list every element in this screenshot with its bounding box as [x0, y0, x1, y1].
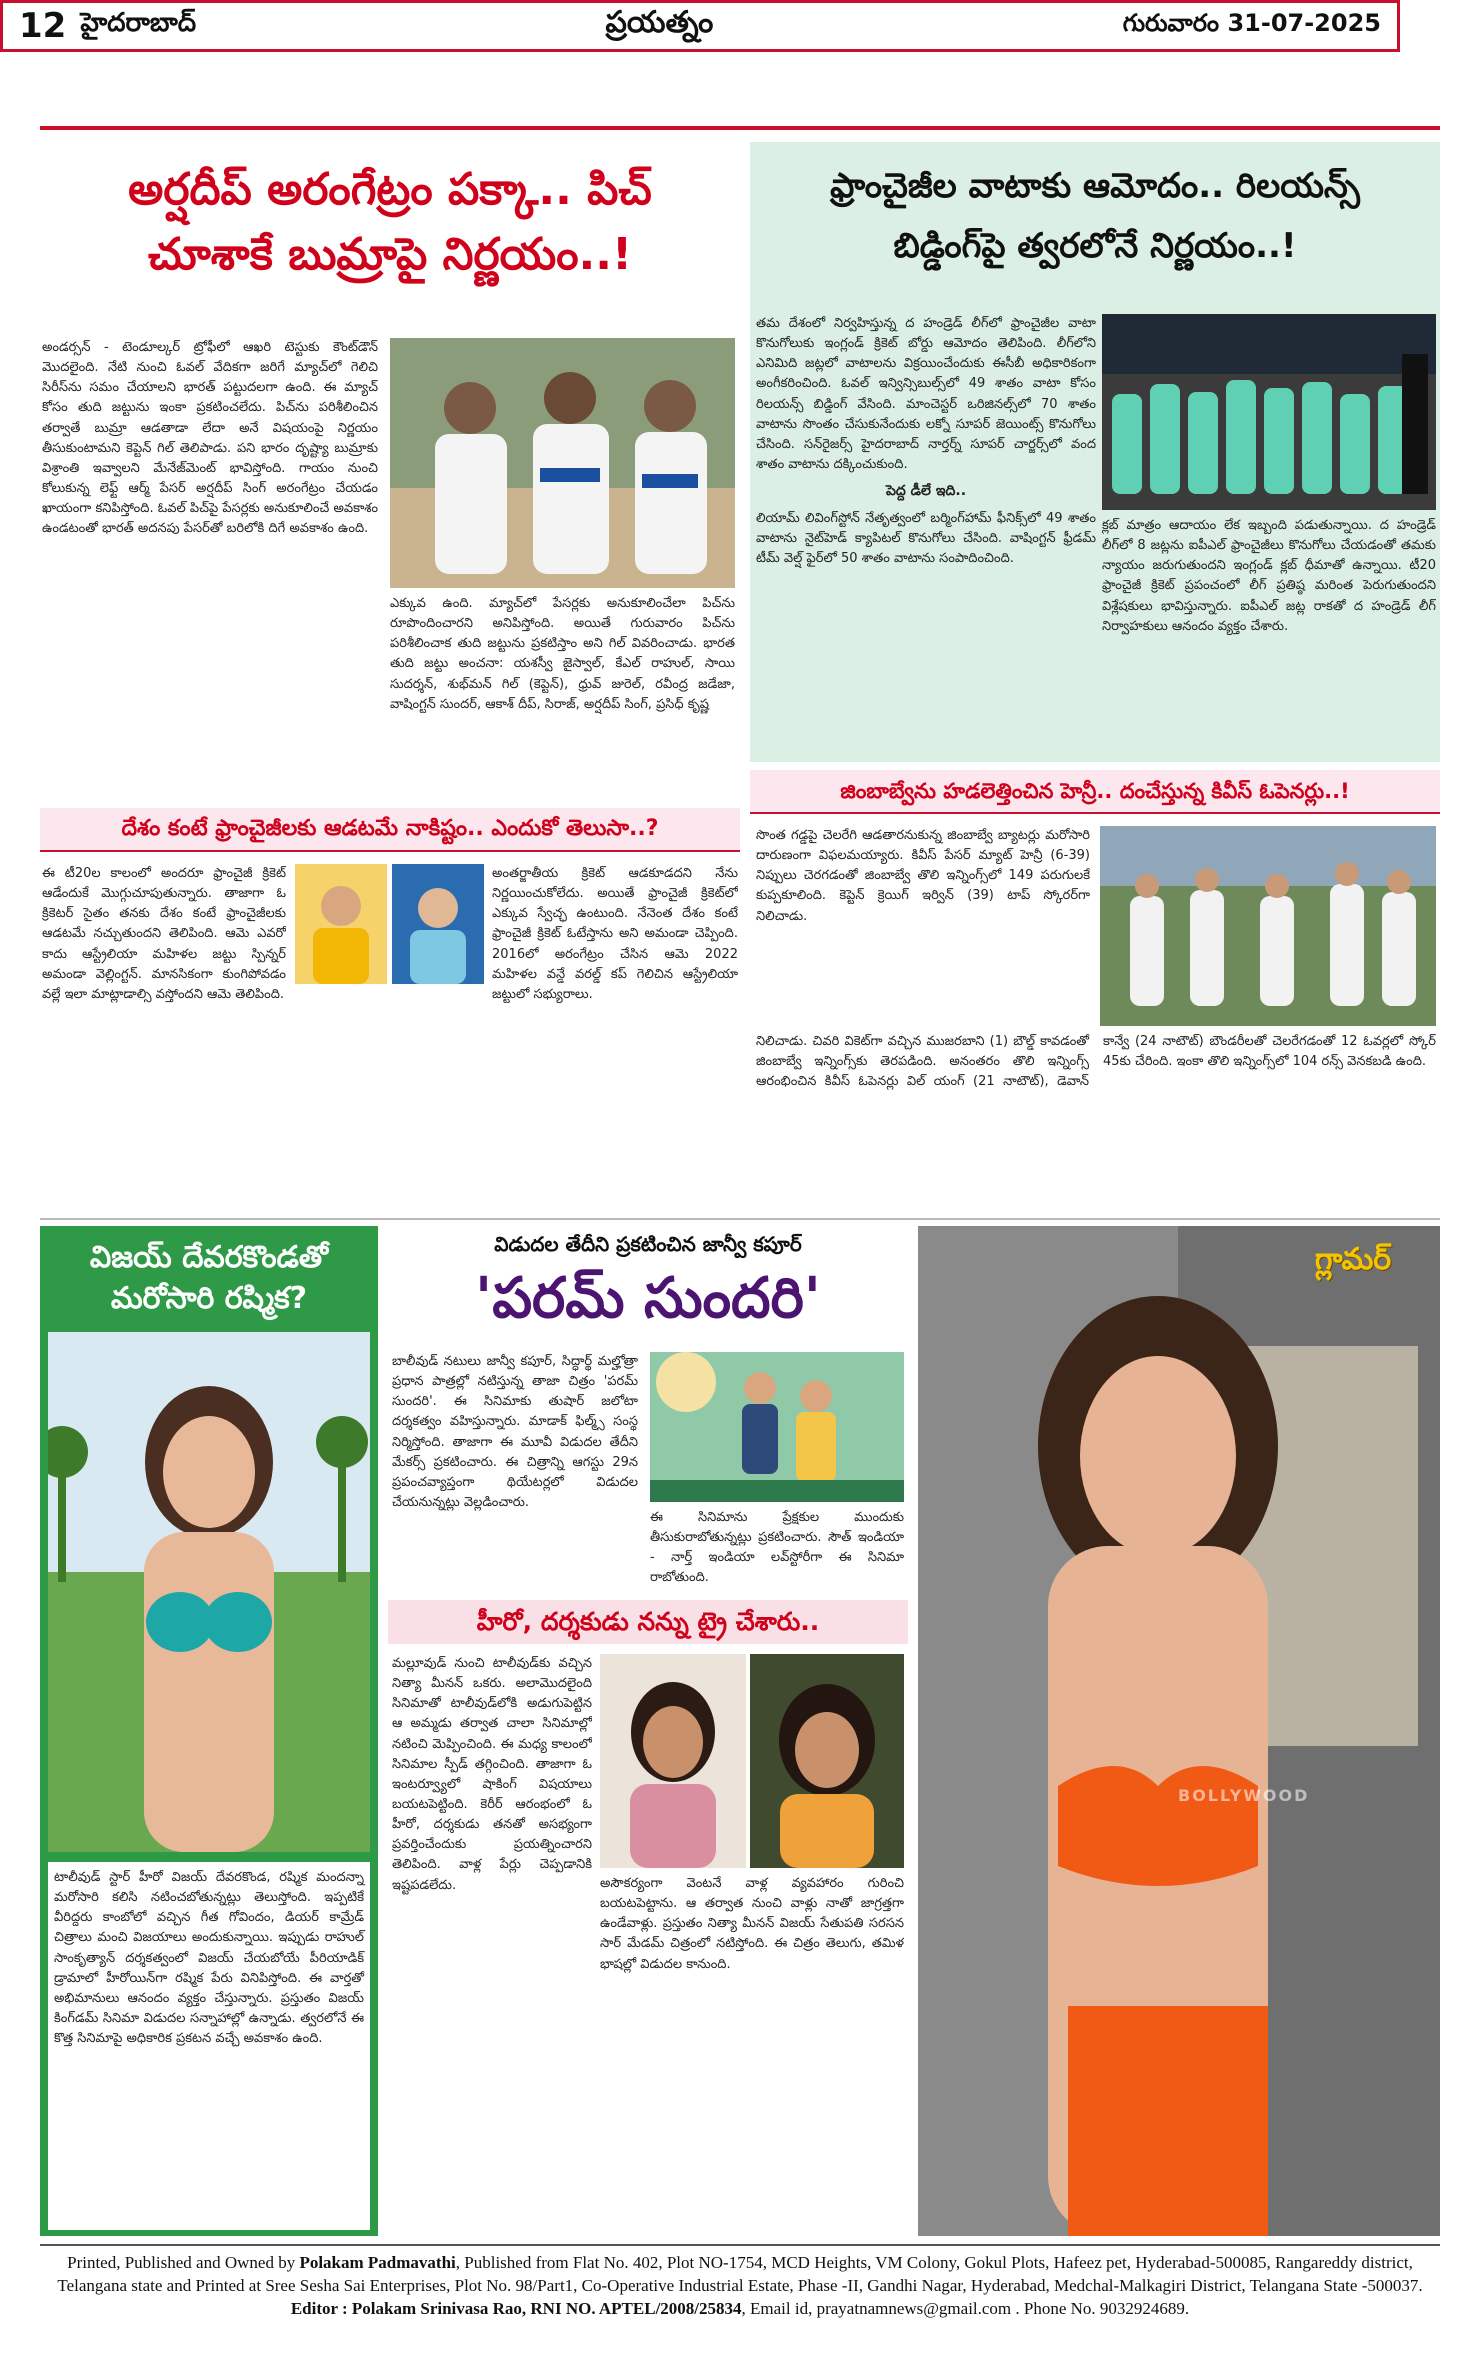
- headline-line-2: బిడ్డింగ్‌పై త్వరలోనే నిర్ణయం..!: [893, 226, 1297, 267]
- city-name: హైదరాబాద్: [80, 8, 197, 38]
- nithya-photo-2: [750, 1654, 904, 1868]
- article-franchise-headline: దేశం కంటే ఫ్రాంచైజీలకు ఆడటమే నాకిష్టం.. ఎందుకో తెలుసా..?: [121, 816, 659, 841]
- rashmika-photo: [48, 1332, 370, 1852]
- article-vijay-body: టాలీవుడ్ స్టార్ హీరో విజయ్ దేవరకొండ, రష్మిక మందన్నా మరోసారి కలిసి నటించబోతున్నట్లు తెలుస్తోంది. ఇప్పటికే వీరిద్దరు కాంబోలో వచ్చిన గీత గోవిందం, డియర్ కామ్రేడ్ చిత్రాలు మంచి విజయాలు అందుకున్నాయి. ఇప్పుడు రాహుల్ సాంకృత్యాన్ దర్శకత్వంలో విజయ్ చేయబోయే పీరియాడిక్ డ్రామాలో హీరోయిన్‌గా రష్మిక పేరు వినిపిస్తోంది. ఈ వార్తతో అభిమానులు ఆనందం వ్యక్తం చేస్తున్నారు. ప్రస్తుతం విజయ్ కింగ్‌డమ్ సినిమా విడుదల సన్నాహాల్లో ఉన్నాడు. త్వరలోనే ఈ కొత్త సినిమాపై అధికారిక ప్రకటన వచ్చే అవకాశం ఉంది.: [48, 1862, 370, 2230]
- article-henry-body-right: నిలిచాడు. చివరి వికెట్‌గా వచ్చిన ముజరబాని (1) బౌల్డ్ కావడంతో జింబాబ్వే ఇన్నింగ్స్‌కు తెరపడింది. అనంతరం తొలి ఇన్నింగ్స్ ఆరంభించిన కివీస్ ఓపెనర్లు విల్ యంగ్ (21 నాటౌట్), డెవాన్ కాన్వే (24 నాటౌట్) బౌండరీలతో చెలరేగడంతో 12 ఓవర్లలో స్కోర్ 45కు చేరింది. ఇంకా తొలి ఇన్నింగ్స్‌లో 104 రన్స్ వెనకబడి ఉంది.: [756, 1034, 1436, 1090]
- article-nithya: [388, 1600, 908, 2236]
- article-nithya-body-right: అసౌకర్యంగా వెంటనే వాళ్ల వ్యవహారం గురించి బయటపెట్టాను. ఆ తర్వాత నుంచి వాళ్లు నాతో జాగ్రత్తగా ఉండేవాళ్లు. ప్రస్తుతం నిత్యా మీనన్ విజయ్ సేతుపతి సరసన సార్ మేడమ్ చిత్రంలో నటిస్తోంది. ఈ చిత్రం తెలుగు, తమిళ భాషల్లో విడుదల కానుంది.: [600, 1876, 904, 1972]
- article-vijay-headline: [40, 1238, 378, 1319]
- article-henry-body-left: సొంత గడ్డపై చెలరేగి ఆడతారనుకున్న జింబాబ్వే బ్యాటర్లు మరోసారి దారుణంగా విఫలమయ్యారు. కివీస్ పేసర్ మ్యాట్ హెన్రీ (6-39) నిప్పులు చెరగడంతో జింబాబ్వే తొలి ఇన్నింగ్స్‌లో 149 పరుగులకే కుప్పకూలింది. కెప్టెన్ క్రెయిగ్ ఇర్విన్ (39) టాప్ స్కోరర్‌గా నిలిచాడు.: [756, 828, 1090, 924]
- glamour-illustration: [918, 1226, 1440, 2236]
- team-celebration-illustration: [1102, 314, 1436, 510]
- article-franchise-love: [40, 808, 740, 1213]
- article-henry-headline: జింబాబ్వేను హడలెత్తించిన హెన్రీ.. దంచేస్తున్న కివీస్ ఓపెనర్లు..!: [840, 779, 1350, 803]
- param-sundari-tagline: విడుదల తేదీని ప్రకటించిన జాన్వీ కపూర్: [494, 1232, 802, 1256]
- amanda-photo-2: [392, 864, 484, 984]
- masthead: [0, 0, 1400, 52]
- hundred-team-photo: [1102, 314, 1436, 510]
- article-nithya-body-left: మల్లూవుడ్ నుంచి టాలీవుడ్‌కు వచ్చిన నిత్యా మీనన్ ఒకరు. అలామొదలైంది సినిమాతో టాలీవుడ్‌లోకి అడుగుపెట్టిన ఆ అమ్మడు తర్వాత చాలా సినిమాల్లో నటించి మెప్పించింది. ఈ మధ్య కాలంలో సినిమాల స్పీడ్ తగ్గించింది. తాజాగా ఓ ఇంటర్వ్యూలో షాకింగ్ విషయాలు బయటపెట్టింది. కెరీర్ ఆరంభంలో ఓ హీరో, దర్శకుడు తనతో అసభ్యంగా ప్రవర్తించేందుకు ప్రయత్నించారని తెలిపింది. వాళ్ల పేర్లు చెప్పడానికి ఇష్టపడలేదు.: [392, 1656, 592, 1893]
- article-vijay: [40, 1226, 378, 2236]
- actress-field-illustration: [48, 1332, 370, 1852]
- headline-line-1: అర్షదీప్ అరంగేట్రం పక్కా.. పిచ్: [128, 164, 652, 215]
- actress-portrait-1: [600, 1654, 746, 1868]
- issue-date: గురువారం 31-07-2025: [1122, 9, 1381, 37]
- reliance-body-para-1: తమ దేశంలో నిర్వహిస్తున్న ద హండ్రెడ్ లీగ్‌లో ఫ్రాంచైజీల వాటా కొనుగోలుకు ఇంగ్లండ్ క్రికెట్ బోర్డు ఆమోదం తెలిపింది. లీగ్‌లోని ఎనిమిది జట్లలో వాటాలను విక్రయించేందుకు ఈసీబీ అధికారికంగా అంగీకరించింది. ఓవల్ ఇన్విన్సిబుల్స్‌లో 49 శాతం వాటా కోసం రిలయన్స్ బిడ్డింగ్ వేసింది. మాంచెస్టర్ ఒరిజినల్స్‌లో 70 శాతం వాటాను సొంతం చేసుకునేందుకు లక్నో సూపర్ జెయింట్స్ కొనుగోలు చేసింది. సన్‌రైజర్స్ హైదరాబాద్ నార్తర్న్ సూపర్ చార్జర్స్‌లో వంద శాతం వాటాను దక్కించుకుంది.: [756, 316, 1096, 472]
- cricket-team-photo: [390, 338, 735, 588]
- article-franchise-body-right: అంతర్జాతీయ క్రికెట్ ఆడకూడదని నేను నిర్ణయించుకోలేదు. అయితే ఫ్రాంచైజీ క్రికెట్‌లో ఎక్కువ స్వేచ్ఛ ఉంటుంది. నేనెంత దేశం కంటే ఫ్రాంచైజీ క్రికెట్ ఓటేస్తాను అని అమండా చెప్పింది. 2016లో అరంగేట్రం చేసిన ఆమె 2022 మహిళల వన్డే వరల్డ్ కప్ గెలిచిన ఆస్ట్రేలియా జట్టులో సభ్యురాలు.: [492, 866, 738, 1002]
- masthead-rule: [40, 126, 1440, 130]
- article-reliance-body-left: [756, 314, 1096, 758]
- article-param-sundari: [388, 1226, 908, 1596]
- param-sundari-poster: [650, 1352, 904, 1502]
- article-henry: [750, 770, 1440, 1210]
- glamour-label: గ్లామర్: [1314, 1242, 1392, 1277]
- movie-poster-illustration: [650, 1352, 904, 1502]
- nithya-photo-1: [600, 1654, 746, 1868]
- param-sundari-headline: 'పరమ్ సుందరి': [475, 1266, 821, 1331]
- param-sundari-body-left: బాలీవుడ్ నటులు జాన్వీ కపూర్, సిద్ధార్థ్ మల్హోత్రా ప్రధాన పాత్రల్లో నటిస్తున్న తాజా చిత్రం 'పరమ్ సుందరి'. ఈ సినిమాకు తుషార్ జలోటా దర్శకత్వం వహిస్తున్నారు. మాడాక్ ఫిల్మ్స్ సంస్థ నిర్మిస్తోంది. తాజాగా ఈ మూవీ విడుదల తేదీని మేకర్స్ ప్రకటించారు. ఈ చిత్రాన్ని ఆగస్టు 29న ప్రపంచవ్యాప్తంగా థియేటర్లలో విడుదల చేయనున్నట్లు వెల్లడించారు.: [392, 1354, 638, 1510]
- player-portrait-blue: [392, 864, 484, 984]
- article-franchise-body-left: ఈ టీ20ల కాలంలో అందరూ ఫ్రాంచైజీ క్రికెట్ ఆడేందుకే మొగ్గుచూపుతున్నారు. తాజాగా ఓ క్రికెటర్ సైతం తనకు దేశం కంటే ఫ్రాంచైజీలకు ఆడటమే నచ్చుతుందని తెలిపింది. ఆమె ఎవరో కాదు ఆస్ట్రేలియా మహిళల జట్టు స్పిన్నర్ అమండా వెల్లింగ్టన్. మానసికంగా కుంగిపోవడం వల్లే ఇలా మాట్లాడాల్సి వస్తోందని ఆమె తెలిపింది.: [42, 866, 286, 1002]
- glamour-photo-frame: [918, 1226, 1440, 2236]
- headline-line-2: మరోసారి రష్మిక?: [110, 1280, 308, 1316]
- page-number: 12: [19, 6, 67, 46]
- article-arshdeep-body-left: అండర్సన్ - టెండూల్కర్ ట్రోఫీలో ఆఖరి టెస్టుకు కౌంట్‌డౌన్ మొదలైంది. నేటి నుంచి ఓవల్ వేదికగా జరిగే మ్యాచ్‌లో గెలిచి సిరీస్‌ను సమం చేయాలని భారత్ పట్టుదలగా ఉంది. ఈ మ్యాచ్ కోసం తుది జట్టును ఇంకా ప్రకటించలేదు. పిచ్‌ను పరిశీలించిన తర్వాతే బుమ్రా ఆడతాడా లేదా అనే విషయంపై నిర్ణయం తీసుకుంటామని కెప్టెన్ గిల్ తెలిపాడు. పని భారం దృష్ట్యా బుమ్రాకు విశ్రాంతి ఇవ్వాలని మేనేజ్‌మెంట్ భావిస్తోంది. గాయం నుంచి కోలుకున్న లెఫ్ట్ ఆర్మ్ పేసర్ అర్షదీప్ సింగ్ అరంగేట్రం చేయడం ఖాయంగా కనిపిస్తోంది. ఓవల్ పిచ్‌పై పేసర్లకు అనుకూలించే అవకాశం ఉండటంతో భారత్ అదనపు పేసర్‌తో బరిలోకి దిగే అవకాశం ఉంది.: [42, 340, 378, 537]
- paper-name: ప్రయత్నం: [605, 5, 714, 40]
- nz-team-photo: [1100, 826, 1436, 1026]
- article-arshdeep-headline: [40, 162, 740, 282]
- reliance-body-para-2: లియామ్ లివింగ్‌స్టోన్ నేతృత్వంలో బర్మింగ్‌హామ్ ఫీనిక్స్‌లో 49 శాతం వాటాను నైట్‌హెడ్ క్యాపిటల్ కొనుగోలు చేసింది. వాషింగ్టన్ ఫ్రీడమ్ టీమ్ వెల్ష్ ఫైర్‌లో 50 శాతం వాటాను సంపాదించింది.: [756, 510, 1096, 567]
- imprint-footer: [44, 2252, 1436, 2356]
- test-match-illustration: [1100, 826, 1436, 1026]
- actress-portrait-2: [750, 1654, 904, 1868]
- headline-line-1: విజయ్ దేవరకొండతో: [89, 1240, 329, 1275]
- footer-rule: [40, 2244, 1440, 2246]
- glamour-watermark: BOLLYWOOD: [1178, 1786, 1310, 1805]
- section-divider: [40, 1218, 1440, 1220]
- page-number-block: [19, 6, 196, 46]
- param-sundari-body-right: ఈ సినిమాను ప్రేక్షకుల ముందుకు తీసుకురాబోతున్నట్లు ప్రకటించారు. సౌత్ ఇండియా - నార్త్ ఇండియా లవ్‌స్టోరీగా ఈ సినిమా రాబోతుంది.: [650, 1510, 904, 1586]
- reliance-subhead: పెద్ద డీలే ఇది..: [885, 483, 967, 500]
- imprint-owner: Polakam Padmavathi: [299, 2253, 456, 2272]
- player-portrait-yellow: [295, 864, 387, 984]
- headline-line-1: ఫ్రాంచైజీల వాటాకు ఆమోదం.. రిలయన్స్: [830, 166, 1360, 206]
- imprint-address: , Published from Flat No. 402, Plot NO-1754, MCD Heights, VM Colony, Gokul Plots, Hafeez pet, Hyderabad-500085, Rangareddy district, Telangana state and Printed at Sree Sesha Sai Enterprises, Plot No. 98/Part1, Co-Operative Industrial Estate, Phase -II, Gandhi Nagar, Hyderabad, Medchal-Malkagiri District, Telangana State -500037.: [57, 2253, 1423, 2295]
- article-arshdeep: [40, 142, 740, 802]
- amanda-photo-1: [295, 864, 387, 984]
- article-nithya-headline: హీరో, దర్శకుడు నన్ను ట్రై చేశారు..: [476, 1607, 820, 1636]
- article-arshdeep-body-right: ఎక్కువ ఉంది. మ్యాచ్‌లో పేసర్లకు అనుకూలించేలా పిచ్‌ను రూపొందించారని అనిపిస్తోంది. అయితే గురువారం పిచ్‌ను పరిశీలించాక తుది జట్టును ప్రకటిస్తాం అని గిల్ వివరించాడు. భారత తుది జట్టు అంచనా: యశస్వీ జైస్వాల్, కేఎల్ రాహుల్, సాయి సుదర్శన్, శుభ్‌మన్ గిల్ (కెప్టెన్), ధ్రువ్ జురెల్, రవీంద్ర జడేజా, వాషింగ్టన్ సుందర్, ఆకాశ్ దీప్, సిరాజ్, అర్షదీప్ సింగ్, ప్రసిధ్ కృష్ణ: [390, 596, 735, 712]
- imprint-contact: , Email id, prayatnamnews@gmail.com . Phone No. 9032924689.: [741, 2298, 1190, 2318]
- article-reliance: [750, 142, 1440, 762]
- imprint-prefix: Printed, Published and Owned by: [67, 2253, 300, 2272]
- headline-line-2: చూశాకే బుమ్రాపై నిర్ణయం..!: [147, 229, 633, 280]
- article-reliance-body-right: క్లబ్ మాత్రం ఆదాయం లేక ఇబ్బంది పడుతున్నాయి. ద హండ్రెడ్ లీగ్‌లో 8 జట్లను ఐపీఎల్ ఫ్రాంచైజీలు కొనుగోలు చేయడంతో తమకు న్యాయం జరుగుతుందని ఇంగ్లండ్ క్లబ్ ధీమాతో ఉన్నాయి. టీ20 ఫ్రాంచైజీ క్రికెట్ ప్రపంచంలో లీగ్ ప్రతిష్ఠ మరింత పెరుగుతుందని విశ్లేషకులు భావిస్తున్నారు. ఐపీఎల్ జట్ల రాకతో ద హండ్రెడ్ లీగ్ నిర్వాహకులు ఆనందం వ్యక్తం చేశారు.: [1102, 518, 1436, 634]
- imprint-editor: Editor : Polakam Srinivasa Rao, RNI NO. APTEL/2008/25834: [290, 2298, 742, 2318]
- article-reliance-headline: [750, 164, 1440, 268]
- cricket-players-illustration: [390, 338, 735, 588]
